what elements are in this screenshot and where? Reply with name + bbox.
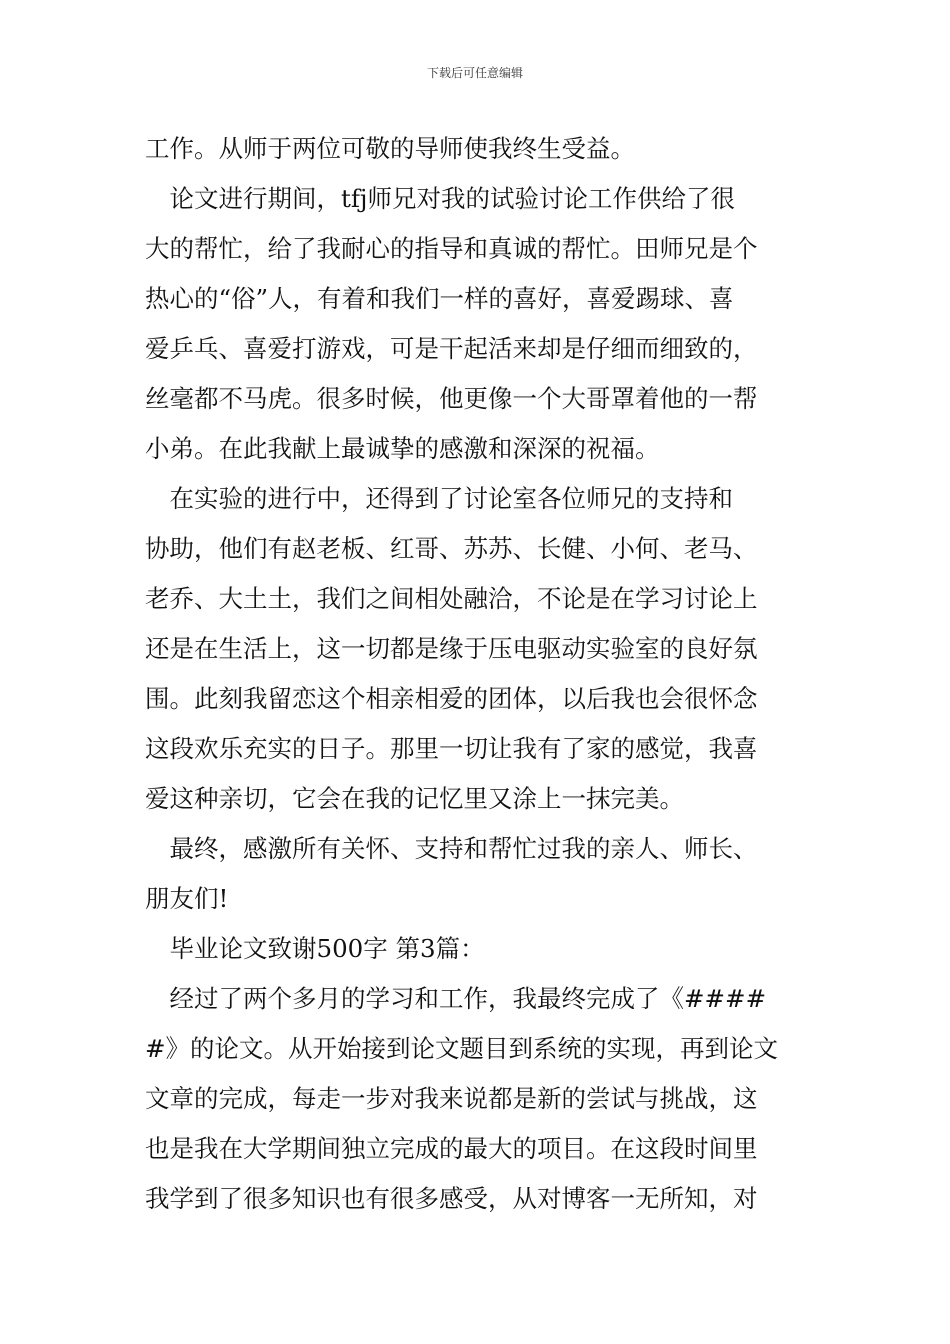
paragraph-line: 在实验的进行中，还得到了讨论室各位师兄的支持和 bbox=[145, 484, 733, 513]
paragraph-line: 经过了两个多月的学习和工作，我最终完成了《#### bbox=[145, 984, 767, 1013]
paragraph-line: 也是我在大学期间独立完成的最大的项目。在这段时间里 bbox=[145, 1134, 758, 1163]
paragraph-line: 还是在生活上，这一切都是缘于压电驱动实验室的良好氛 bbox=[145, 634, 758, 663]
page-header: 下载后可任意编辑 bbox=[426, 66, 523, 80]
paragraph-line: 热心的“俗”人，有着和我们一样的喜好，喜爱踢球、喜 bbox=[145, 284, 734, 313]
paragraph-line: 协助，他们有赵老板、红哥、苏苏、长健、小何、老马、 bbox=[145, 534, 758, 563]
paragraph-line: 丝毫都不马虎。很多时候，他更像一个大哥罩着他的一帮 bbox=[145, 384, 758, 413]
paragraph-line: 论文进行期间，tfj师兄对我的试验讨论工作供给了很 bbox=[145, 184, 736, 213]
paragraph-line: 我学到了很多知识也有很多感受，从对博客一无所知，对 bbox=[145, 1184, 758, 1213]
paragraph-line: 工作。从师于两位可敬的导师使我终生受益。 bbox=[145, 134, 635, 163]
paragraph-line: 朋友们! bbox=[145, 884, 229, 913]
paragraph-line: 爱这种亲切，它会在我的记忆里又涂上一抹完美。 bbox=[145, 784, 684, 813]
paragraph-line: 小弟。在此我献上最诚挚的感激和深深的祝福。 bbox=[145, 434, 660, 463]
paragraph-line: 爱乒乓、喜爱打游戏，可是干起活来却是仔细而细致的， bbox=[145, 334, 758, 363]
section-heading: 毕业论文致谢500字 第3篇： bbox=[145, 934, 485, 963]
paragraph-line: 文章的完成，每走一步对我来说都是新的尝试与挑战，这 bbox=[145, 1084, 758, 1113]
paragraph-line: 老乔、大土土，我们之间相处融洽，不论是在学习讨论上 bbox=[145, 584, 758, 613]
paragraph-line: 围。此刻我留恋这个相亲相爱的团体，以后我也会很怀念 bbox=[145, 684, 758, 713]
paragraph-line: 最终，感激所有关怀、支持和帮忙过我的亲人、师长、 bbox=[145, 834, 758, 863]
paragraph-line: 这段欢乐充实的日子。那里一切让我有了家的感觉，我喜 bbox=[145, 734, 758, 763]
paragraph-line: 大的帮忙，给了我耐心的指导和真诚的帮忙。田师兄是个 bbox=[145, 234, 758, 263]
paragraph-line: #》的论文。从开始接到论文题目到系统的实现，再到论文 bbox=[145, 1034, 779, 1063]
